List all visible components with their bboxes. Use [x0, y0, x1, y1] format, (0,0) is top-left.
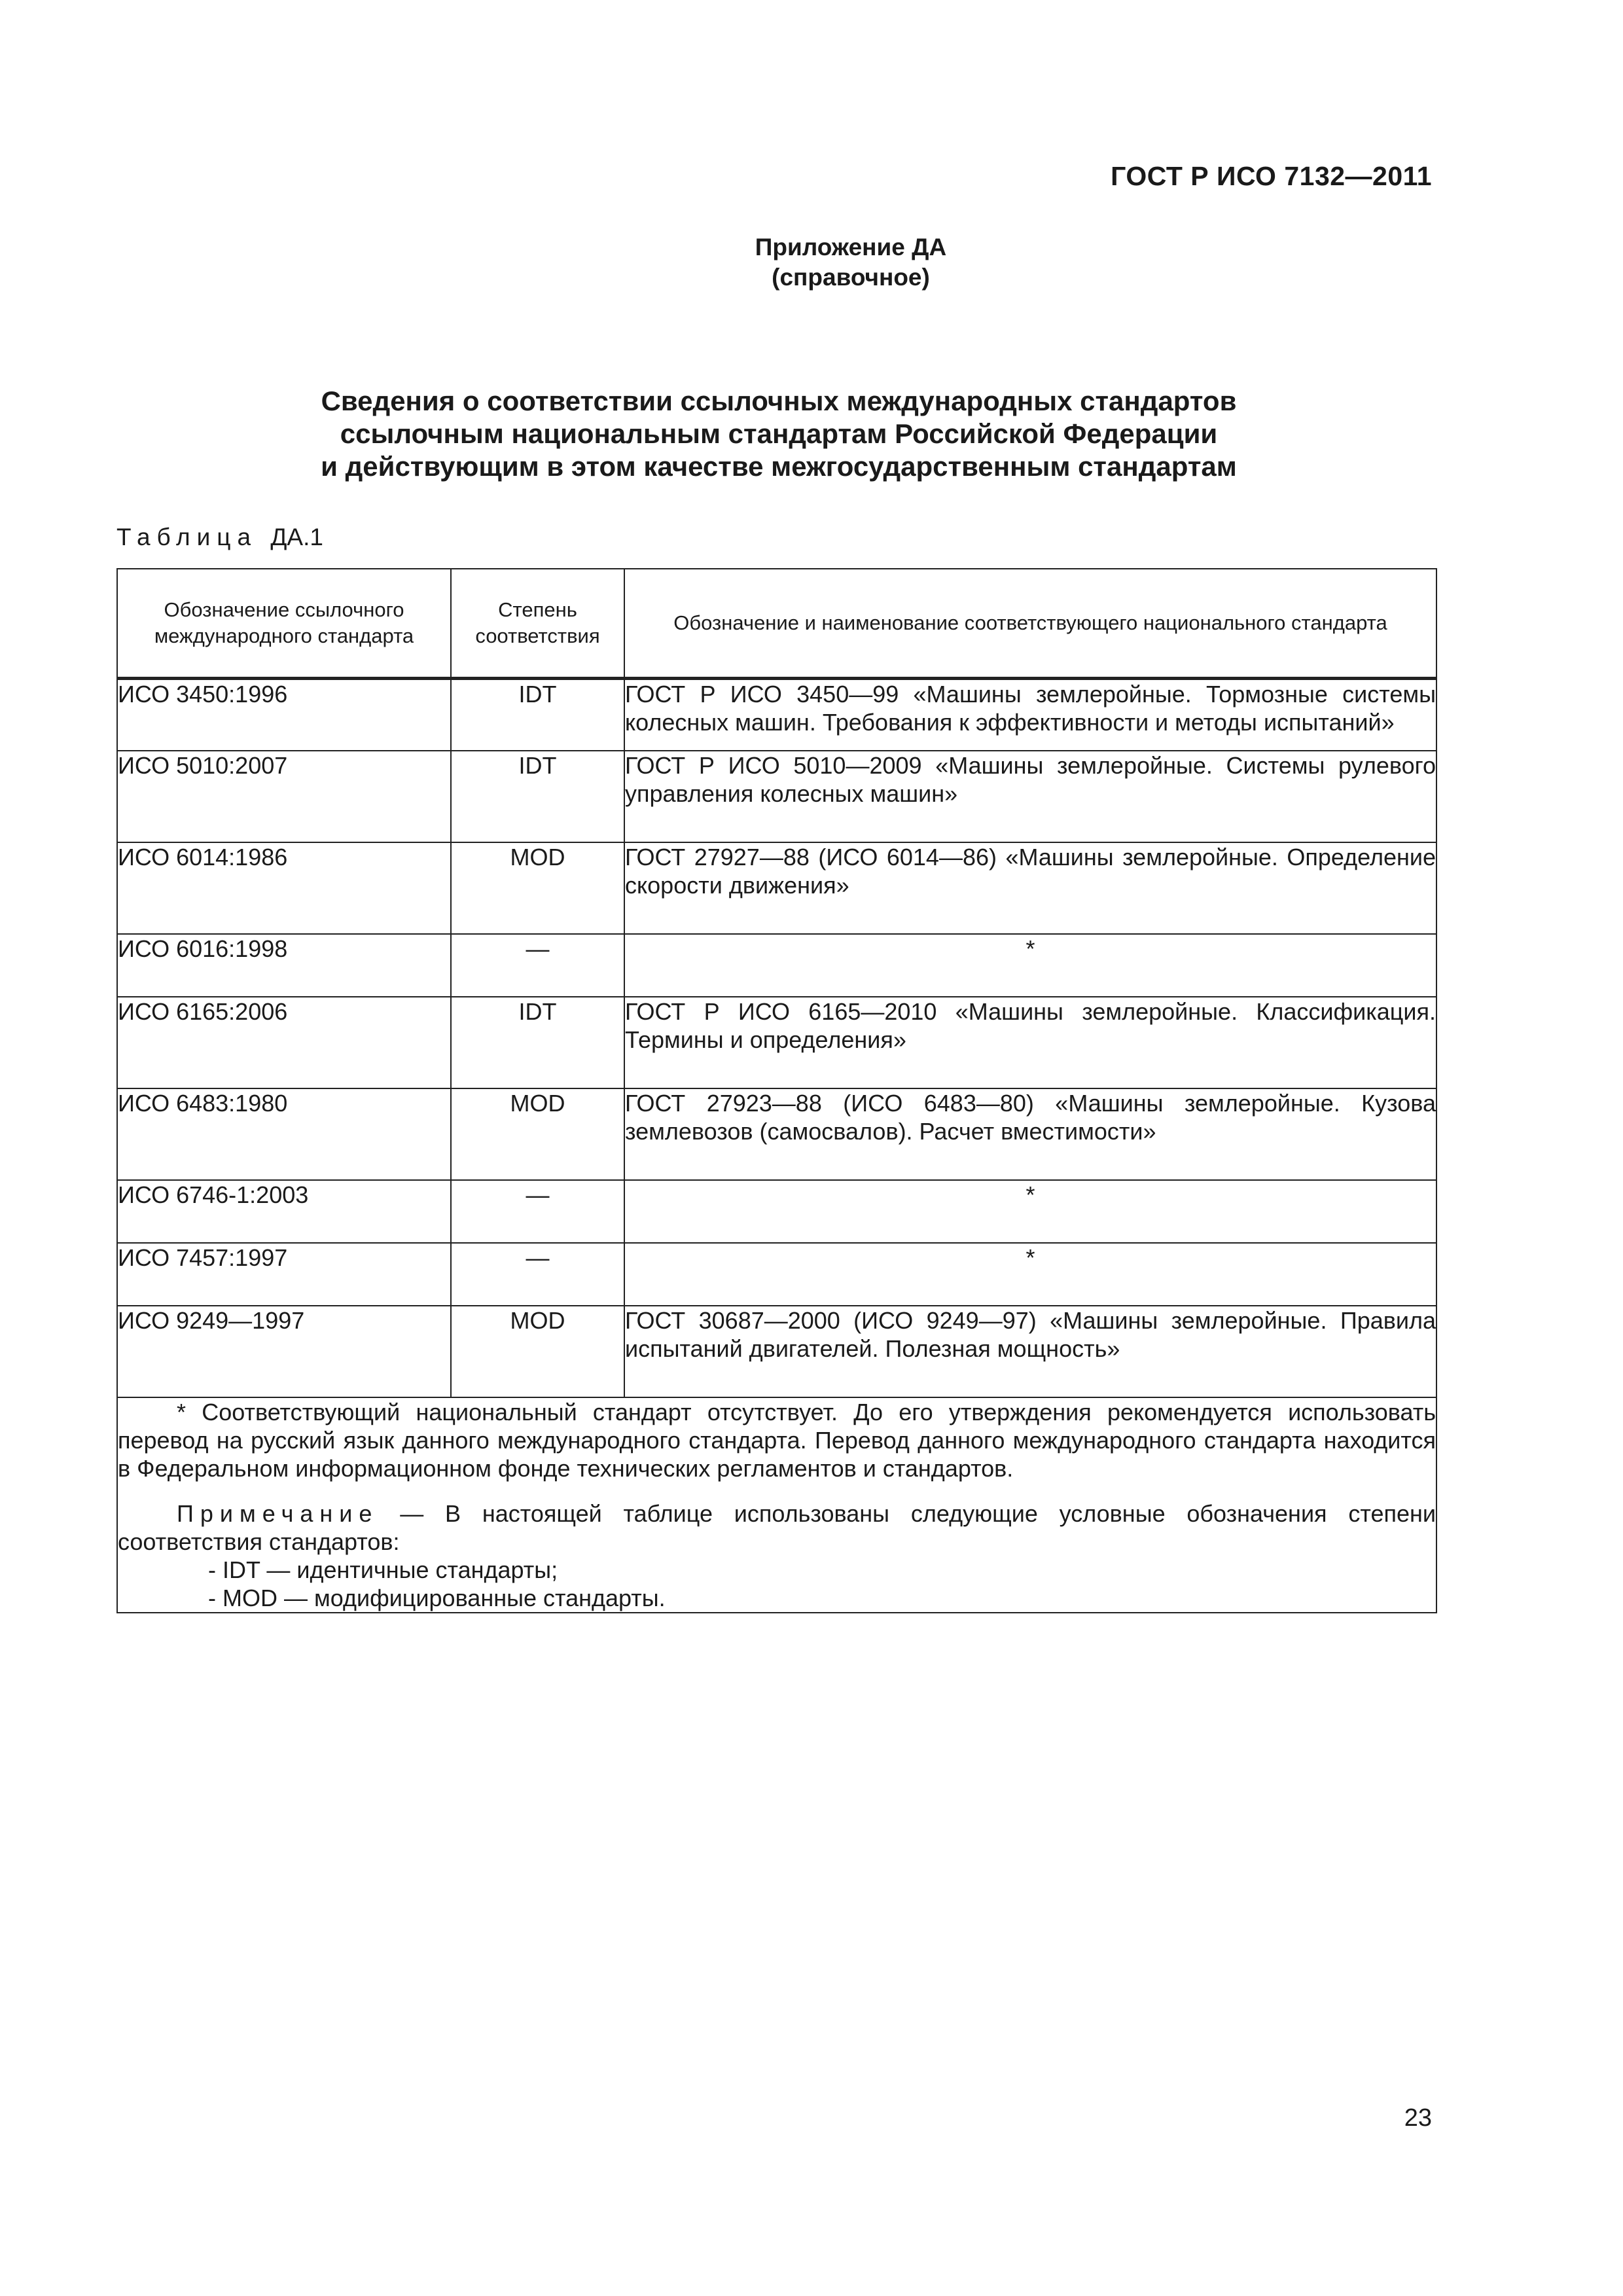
cell-degree: —: [451, 1243, 624, 1306]
page-number: 23: [1404, 2104, 1432, 2132]
table-header-row: [117, 569, 1436, 679]
table-label-number: ДА.1: [270, 524, 323, 550]
cell-national: *: [624, 1180, 1436, 1243]
cell-degree: MOD: [451, 1306, 624, 1397]
title-line: Сведения о соответствии ссылочных международных стандартов: [321, 386, 1237, 416]
appendix-title: Приложение ДА: [755, 234, 947, 260]
cell-degree: IDT: [451, 751, 624, 842]
document-code: ГОСТ Р ИСО 7132—2011: [1111, 161, 1432, 191]
cell-degree: —: [451, 934, 624, 997]
cell-degree: MOD: [451, 1088, 624, 1180]
correspondence-table: [116, 568, 1437, 1613]
footnote-text: * Соответствующий национальный стандарт отсутствует. До его утверждения рекомендуется использовать перевод на русский язык данного международного стандарта. Перевод данного международного стандарта находится в Федеральном информационном фонде технических регламентов и стандартов.: [118, 1398, 1436, 1482]
section-title: [196, 385, 1361, 483]
cell-code: ИСО 9249—1997: [117, 1306, 451, 1397]
notes-row: [117, 1397, 1436, 1613]
table-row: [117, 1088, 1436, 1180]
cell-code: ИСО 6016:1998: [117, 934, 451, 997]
table-row: [117, 1306, 1436, 1397]
table-label-word: Таблица: [116, 524, 258, 550]
table-row: [117, 1243, 1436, 1306]
table-row: [117, 679, 1436, 751]
title-line: ссылочным национальным стандартам Российской Федерации: [340, 418, 1218, 449]
cell-national: ГОСТ Р ИСО 3450—99 «Машины землеройные. Тормозные системы колесных машин. Требования к эффективности и методы испытаний»: [624, 679, 1436, 751]
cell-degree: MOD: [451, 842, 624, 934]
cell-national: ГОСТ 27923—88 (ИСО 6483—80) «Машины землеройные. Кузова землевозов (самосвалов). Расчет вместимости»: [624, 1088, 1436, 1180]
table-row: [117, 1180, 1436, 1243]
cell-national: *: [624, 1243, 1436, 1306]
cell-code: ИСО 6746-1:2003: [117, 1180, 451, 1243]
cell-degree: —: [451, 1180, 624, 1243]
cell-national: *: [624, 934, 1436, 997]
cell-code: ИСО 6014:1986: [117, 842, 451, 934]
cell-code: ИСО 3450:1996: [117, 679, 451, 751]
note-paragraph: [118, 1499, 1436, 1556]
cell-national: ГОСТ 27927—88 (ИСО 6014—86) «Машины землеройные. Определение скорости движения»: [624, 842, 1436, 934]
cell-code: ИСО 7457:1997: [117, 1243, 451, 1306]
table-label: [116, 524, 323, 551]
appendix-heading: [0, 232, 1623, 293]
cell-degree: IDT: [451, 679, 624, 751]
header-international-standard: Обозначение ссылочного международного стандарта: [117, 569, 451, 679]
table-row: [117, 751, 1436, 842]
header-degree: Степень соответствия: [451, 569, 624, 679]
cell-national: ГОСТ Р ИСО 6165—2010 «Машины землеройные. Классификация. Термины и определения»: [624, 997, 1436, 1088]
cell-code: ИСО 6483:1980: [117, 1088, 451, 1180]
note-label: Примечание: [177, 1499, 379, 1527]
cell-code: ИСО 6165:2006: [117, 997, 451, 1088]
header-national-standard: Обозначение и наименование соответствующего национального стандарта: [624, 569, 1436, 679]
cell-national: ГОСТ 30687—2000 (ИСО 9249—97) «Машины землеройные. Правила испытаний двигателей. Полезная мощность»: [624, 1306, 1436, 1397]
note-item: - IDT — идентичные стандарты;: [208, 1556, 558, 1583]
table-row: [117, 997, 1436, 1088]
table-row: [117, 842, 1436, 934]
cell-national: ГОСТ Р ИСО 5010—2009 «Машины землеройные. Системы рулевого управления колесных машин»: [624, 751, 1436, 842]
appendix-subtitle: (справочное): [772, 264, 930, 291]
note-text: — В настоящей таблице использованы следующие условные обозначения степени соответствия стандартов:: [118, 1499, 1436, 1555]
notes-cell: [117, 1397, 1436, 1613]
cell-code: ИСО 5010:2007: [117, 751, 451, 842]
note-item: - MOD — модифицированные стандарты.: [208, 1584, 666, 1611]
cell-degree: IDT: [451, 997, 624, 1088]
title-line: и действующим в этом качестве межгосударственным стандартам: [321, 451, 1237, 482]
table-row: [117, 934, 1436, 997]
